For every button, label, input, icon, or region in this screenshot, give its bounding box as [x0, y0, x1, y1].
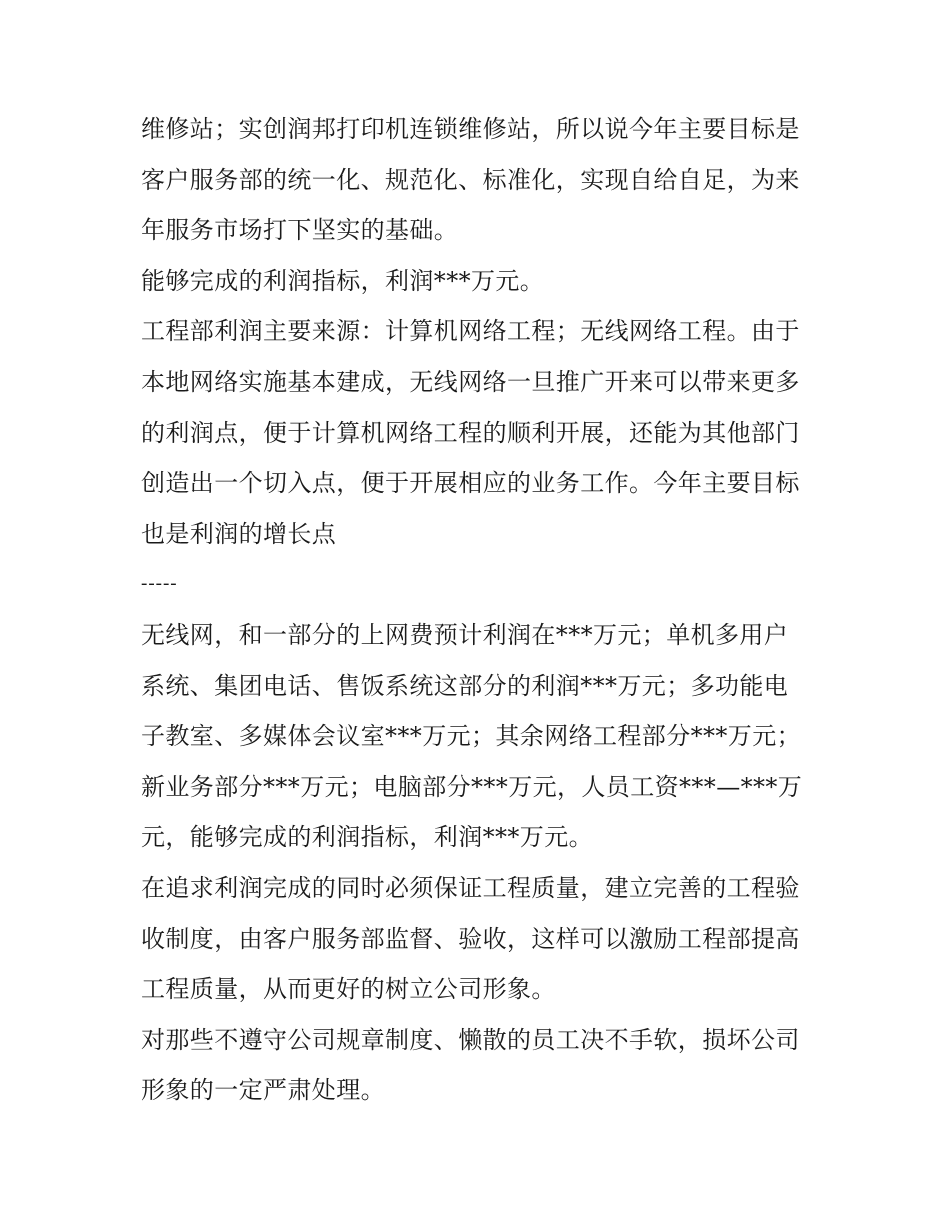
text-line: 新业务部分***万元；电脑部分***万元，人员工资***—***万: [141, 772, 803, 801]
text-line: 年服务市场打下坚实的基础。: [141, 216, 459, 245]
paragraph-engineering-sources: [141, 306, 831, 559]
text-line: 子教室、多媒体会议室***万元；其余网络工程部分***万元；: [141, 722, 801, 751]
text-line: 客户服务部的统一化、规范化、标准化，实现自给自足，为来: [141, 165, 800, 194]
text-line: 创造出一个切入点，便于开展相应的业务工作。今年主要目标: [141, 469, 800, 498]
text-line: 在追求利润完成的同时必须保证工程质量，建立完善的工程验: [141, 873, 800, 902]
paragraph-discipline: [141, 1015, 831, 1116]
text-line: 的利润点，便于计算机网络工程的顺利开展，还能为其他部门: [141, 418, 800, 447]
paragraph-repair-goal: [141, 104, 831, 256]
text-line: 对那些不遵守公司规章制度、懒散的员工决不手软，损坏公司: [141, 1025, 800, 1054]
text-line: 也是利润的增长点: [141, 519, 337, 548]
text-line: 维修站；实创润邦打印机连锁维修站，所以说今年主要目标是: [141, 115, 800, 143]
dash-separator: -----: [141, 573, 178, 595]
text-line: 元，能够完成的利润指标，利润***万元。: [141, 823, 593, 852]
text-line: 工程质量，从而更好的树立公司形象。: [141, 975, 556, 1004]
text-line: 形象的一定严肃处理。: [141, 1076, 385, 1105]
paragraph-quality-control: [141, 863, 831, 1015]
text-line: 能够完成的利润指标，利润***万元。: [141, 266, 545, 295]
text-line: 工程部利润主要来源：计算机网络工程；无线网络工程。由于: [141, 317, 800, 346]
text-line: 无线网，和一部分的上网费预计利润在***万元；单机多用户: [141, 620, 789, 649]
text-line: 系统、集团电话、售饭系统这部分的利润***万元；多功能电: [141, 671, 789, 700]
paragraph-profit-breakdown: [141, 610, 831, 863]
paragraph-profit-target: [141, 256, 831, 307]
document-body: [141, 104, 831, 1116]
text-line: 本地网络实施基本建成，无线网络一旦推广开来可以带来更多: [141, 367, 800, 396]
text-line: 收制度，由客户服务部监督、验收，这样可以激励工程部提高: [141, 924, 800, 953]
section-separator: [141, 559, 831, 610]
